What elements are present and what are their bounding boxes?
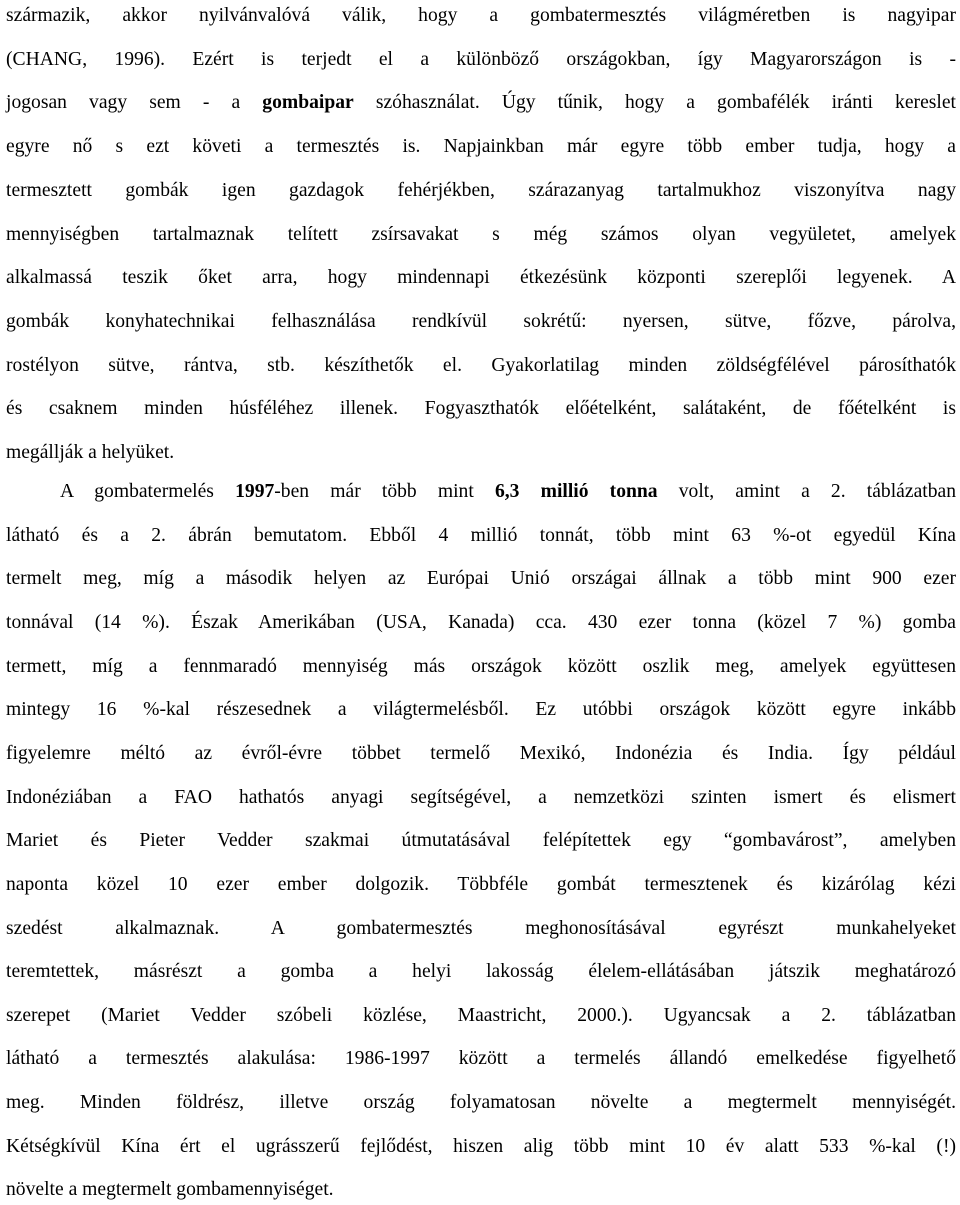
text-segment: (CHANG, 1996). Ezért is terjedt el a különböző országokban, így Magyarországon is - xyxy=(6,48,956,70)
bold-text-segment: 6,3 millió tonna xyxy=(494,481,658,502)
text-line xyxy=(6,695,956,725)
text-segment: termett, míg a fennmaradó mennyiség más országok között oszlik meg, amelyek együttesen xyxy=(6,655,956,677)
text-line xyxy=(6,132,956,162)
text-segment: alkalmassá teszik őket arra, hogy mindennapi étkezésünk központi szereplői legyenek. A xyxy=(6,267,956,289)
text-segment: figyelemre méltó az évről-évre többet termelő Mexikó, Indonézia és India. Így például xyxy=(6,742,956,764)
text-segment: A gombatermelés xyxy=(60,481,236,502)
bold-text-segment: 1997 xyxy=(235,481,275,502)
text-line xyxy=(6,45,956,75)
text-segment: mennyiségben tartalmaznak telített zsírsavakat s még számos olyan vegyületet, amelyek xyxy=(6,223,956,245)
text-line xyxy=(6,914,956,944)
text-line xyxy=(6,564,956,594)
text-segment: tonnával (14 %). Észak Amerikában (USA, Kanada) cca. 430 ezer tonna (közel 7 %) gomba xyxy=(6,611,956,633)
text-line xyxy=(6,263,956,293)
text-segment: Mariet és Pieter Vedder szakmai útmutatásával felépítettek egy “gombavárost”, amelyben xyxy=(6,830,956,852)
text-line xyxy=(6,88,956,118)
text-segment: meg. Minden földrész, illetve ország folyamatosan növelte a megtermelt mennyiségét. xyxy=(6,1092,956,1114)
text-line xyxy=(6,1175,956,1205)
text-segment: naponta közel 10 ezer ember dolgozik. Többféle gombát termesztenek és kizárólag kézi xyxy=(6,873,956,895)
text-line xyxy=(6,1132,956,1162)
text-line xyxy=(6,394,956,424)
text-segment: növelte a megtermelt gombamennyiséget. xyxy=(6,1179,334,1201)
text-segment: termesztett gombák igen gazdagok fehérjékben, szárazanyag tartalmukhoz viszonyítva nagy xyxy=(6,179,956,201)
text-line xyxy=(6,521,956,551)
bold-text-segment: gombaipar xyxy=(262,92,354,114)
text-line xyxy=(6,826,956,856)
text-line xyxy=(6,957,956,987)
text-segment: gombák konyhatechnikai felhasználása rendkívül sokrétű: nyersen, sütve, főzve, párolva, xyxy=(6,310,956,332)
text-line xyxy=(6,870,956,900)
text-line xyxy=(6,351,956,381)
text-line xyxy=(6,608,956,638)
text-line xyxy=(60,477,956,507)
text-segment: teremtettek, másrészt a gomba a helyi lakosság élelem-ellátásában játszik meghatározó xyxy=(6,961,956,983)
text-line xyxy=(6,1088,956,1118)
text-segment: egyre nő s ezt követi a termesztés is. Napjainkban már egyre több ember tudja, hogy a xyxy=(6,136,956,158)
text-segment: termelt meg, míg a második helyen az Európai Unió országai állnak a több mint 900 ezer xyxy=(6,568,956,590)
text-segment: szerepet (Mariet Vedder szóbeli közlése, Maastricht, 2000.). Ugyancsak a 2. táblázatban xyxy=(6,1004,956,1026)
text-line xyxy=(6,438,956,468)
text-segment: Kétségkívül Kína ért el ugrásszerű fejlődést, hiszen alig több mint 10 év alatt 533 %-kal (!) xyxy=(6,1135,956,1157)
text-line xyxy=(6,739,956,769)
text-line xyxy=(6,176,956,206)
text-line xyxy=(6,1001,956,1031)
text-segment: szóhasználat. Úgy tűnik, hogy a gombafélék iránti kereslet xyxy=(353,92,956,114)
text-line xyxy=(6,1,956,31)
text-segment: látható a termesztés alakulása: 1986-1997 között a termelés állandó emelkedése figyelhető xyxy=(6,1048,956,1070)
text-segment: mintegy 16 %-kal részesednek a világtermelésből. Ez utóbbi országok között egyre inkább xyxy=(6,699,956,721)
text-segment: volt, amint a 2. táblázatban xyxy=(657,481,956,502)
text-segment: megállják a helyüket. xyxy=(6,442,175,463)
text-line xyxy=(6,652,956,682)
text-segment: látható és a 2. ábrán bemutatom. Ebből 4 millió tonnát, több mint 63 %-ot egyedül Kína xyxy=(6,524,956,546)
text-segment: rostélyon sütve, rántva, stb. készíthetők el. Gyakorlatilag minden zöldségfélével párosíthatók xyxy=(6,354,956,376)
text-line xyxy=(6,307,956,337)
text-line xyxy=(6,1044,956,1074)
text-segment: szedést alkalmaznak. A gombatermesztés meghonosításával egyrészt munkahelyeket xyxy=(6,917,956,939)
text-segment: származik, akkor nyilvánvalóvá válik, hogy a gombatermesztés világméretben is nagyipar xyxy=(6,5,956,26)
text-segment: Indonéziában a FAO hathatós anyagi segítségével, a nemzetközi szinten ismert és elismert xyxy=(6,786,956,808)
text-segment: és csaknem minden húsféléhez illenek. Fogyaszthatók előételként, salátaként, de főételként is xyxy=(6,398,956,420)
text-line xyxy=(6,220,956,250)
text-segment: -ben már több mint xyxy=(274,481,495,502)
text-line xyxy=(6,783,956,813)
text-segment: jogosan vagy sem - a xyxy=(6,92,263,114)
